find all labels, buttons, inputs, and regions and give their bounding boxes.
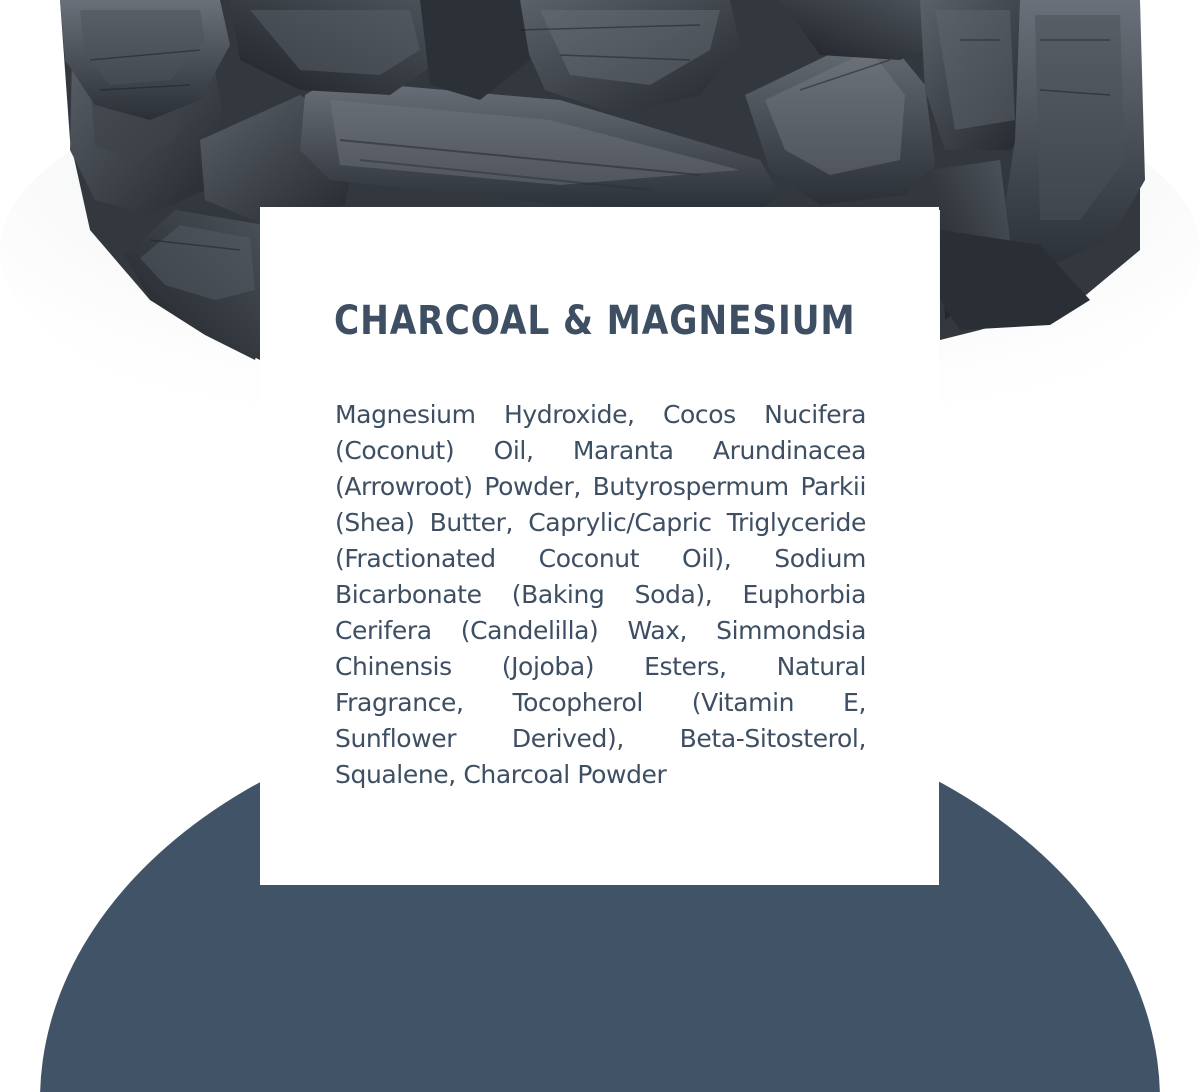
product-title: CHARCOAL & MAGNESIUM [334,298,856,344]
ingredient-card [260,207,939,885]
ingredient-list: Magnesium Hydroxide, Cocos Nucifera (Coconut) Oil, Maranta Arundinacea (Arrowroot) Powder, Butyrospermum Parkii (Shea) Butter, Caprylic/Capric Triglyceride (Fractionated Coconut Oil), Sodium Bicarbonate (Baking Soda), Euphorbia Cerifera (Candelilla) Wax, Simmondsia Chinensis (Jojoba) Esters, Natural Fragrance, Tocopherol (Vitamin E, Sunflower Derived), Beta-Sitosterol, Squalene, Charcoal Powder [335,400,866,789]
